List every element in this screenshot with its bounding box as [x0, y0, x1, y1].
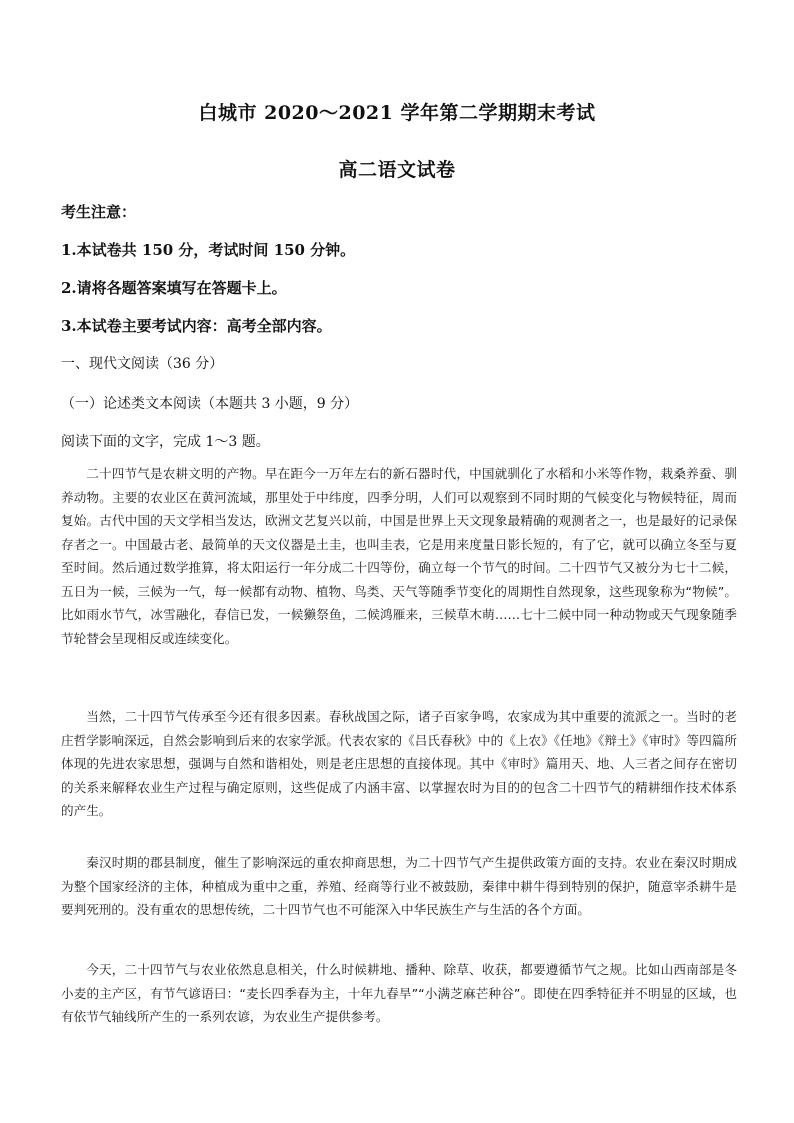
passage-paragraph-4: 今天，二十四节气与农业依然息息相关，什么时候耕地、播种、除草、收获，都要遵循节气之规。比如山西南部是冬小麦的主产区，有节气谚语曰：“麦长四季春为主，十年九春旱”“小满芝麻芒种谷”。即使在四季特征并不明显的区域，也有依节气轴线所产生的一系列农谚，为农业生产提供参考。	[61, 962, 737, 1024]
notice-heading: 考生注意：	[61, 203, 137, 221]
section-heading-reading: 一、现代文阅读（36 分）	[61, 356, 224, 372]
passage-paragraph-1: 二十四节气是农耕文明的产物。早在距今一万年左右的新石器时代，中国就驯化了水稻和小米等作物，栽桑养蚕、驯养动物。主要的农业区在黄河流域，那里处于中纬度，四季分明，人们可以观察到不同时期的气候变化与物候特征，周而复始。古代中国的天文学相当发达，欧洲文艺复兴以前，中国是世界上天文现象最精确的观测者之一，也是最好的记录保存者之一。中国最古老、最简单的天文仪器是土圭，也叫圭表，它是用来度量日影长短的，有了它，就可以确立冬至与夏至时间。然后通过数学推算，将太阳运行一年分成二十四等份，确立每一个节气的时间。二十四节气又被分为七十二候，五日为一候，三候为一气，每一候都有动物、植物、鸟类、天气等随季节变化的周期性自然现象，这些现象称为“物候”。比如雨水节气，冰雪融化，春信已发，一候獭祭鱼，二候鸿雁来，三候草木萌……七十二候中同一种动物或天气现象随季节轮替会呈现相反或连续变化。	[61, 466, 737, 646]
notice-item-content: 3.本试卷主要考试内容：高考全部内容。	[61, 317, 332, 335]
exam-subtitle: 高二语文试卷	[338, 159, 456, 181]
reading-instruction: 阅读下面的文字，完成 1～3 题。	[61, 434, 270, 450]
passage-paragraph-3: 秦汉时期的郡县制度，催生了影响深远的重农抑商思想，为二十四节气产生提供政策方面的支持。农业在秦汉时期成为整个国家经济的主体，种植成为重中之重，养殖、经商等行业不被鼓励，秦律中耕牛得到特别的保护，随意宰杀耕牛是要判死刑的。没有重农的思想传统，二十四节气也不可能深入中华民族生产与生活的各个方面。	[61, 855, 737, 917]
passage-paragraph-2: 当然，二十四节气传承至今还有很多因素。春秋战国之际，诸子百家争鸣，农家成为其中重要的流派之一。当时的老庄哲学影响深远，自然会影响到后来的农家学派。代表农家的《吕氏春秋》中的《上农》《任地》《辩土》《审时》等四篇所体现的先进农家思想，强调与自然和谐相处，则是老庄思想的直接体现。其中《审时》篇用天、地、人三者之间存在密切的关系来解释农业生产过程与确定原则，这些促成了内涵丰富、以掌握农时为目的的包含二十四节气的精耕细作技术体系的产生。	[61, 709, 737, 818]
notice-item-answer-sheet: 2.请将各题答案填写在答题卡上。	[61, 279, 287, 297]
exam-title: 白城市 2020～2021 学年第二学期期末考试	[198, 102, 596, 124]
notice-item-score-time: 1.本试卷共 150 分，考试时间 150 分钟。	[61, 241, 356, 259]
subsection-heading-argumentative: （一）论述类文本阅读（本题共 3 小题，9 分）	[61, 396, 359, 412]
